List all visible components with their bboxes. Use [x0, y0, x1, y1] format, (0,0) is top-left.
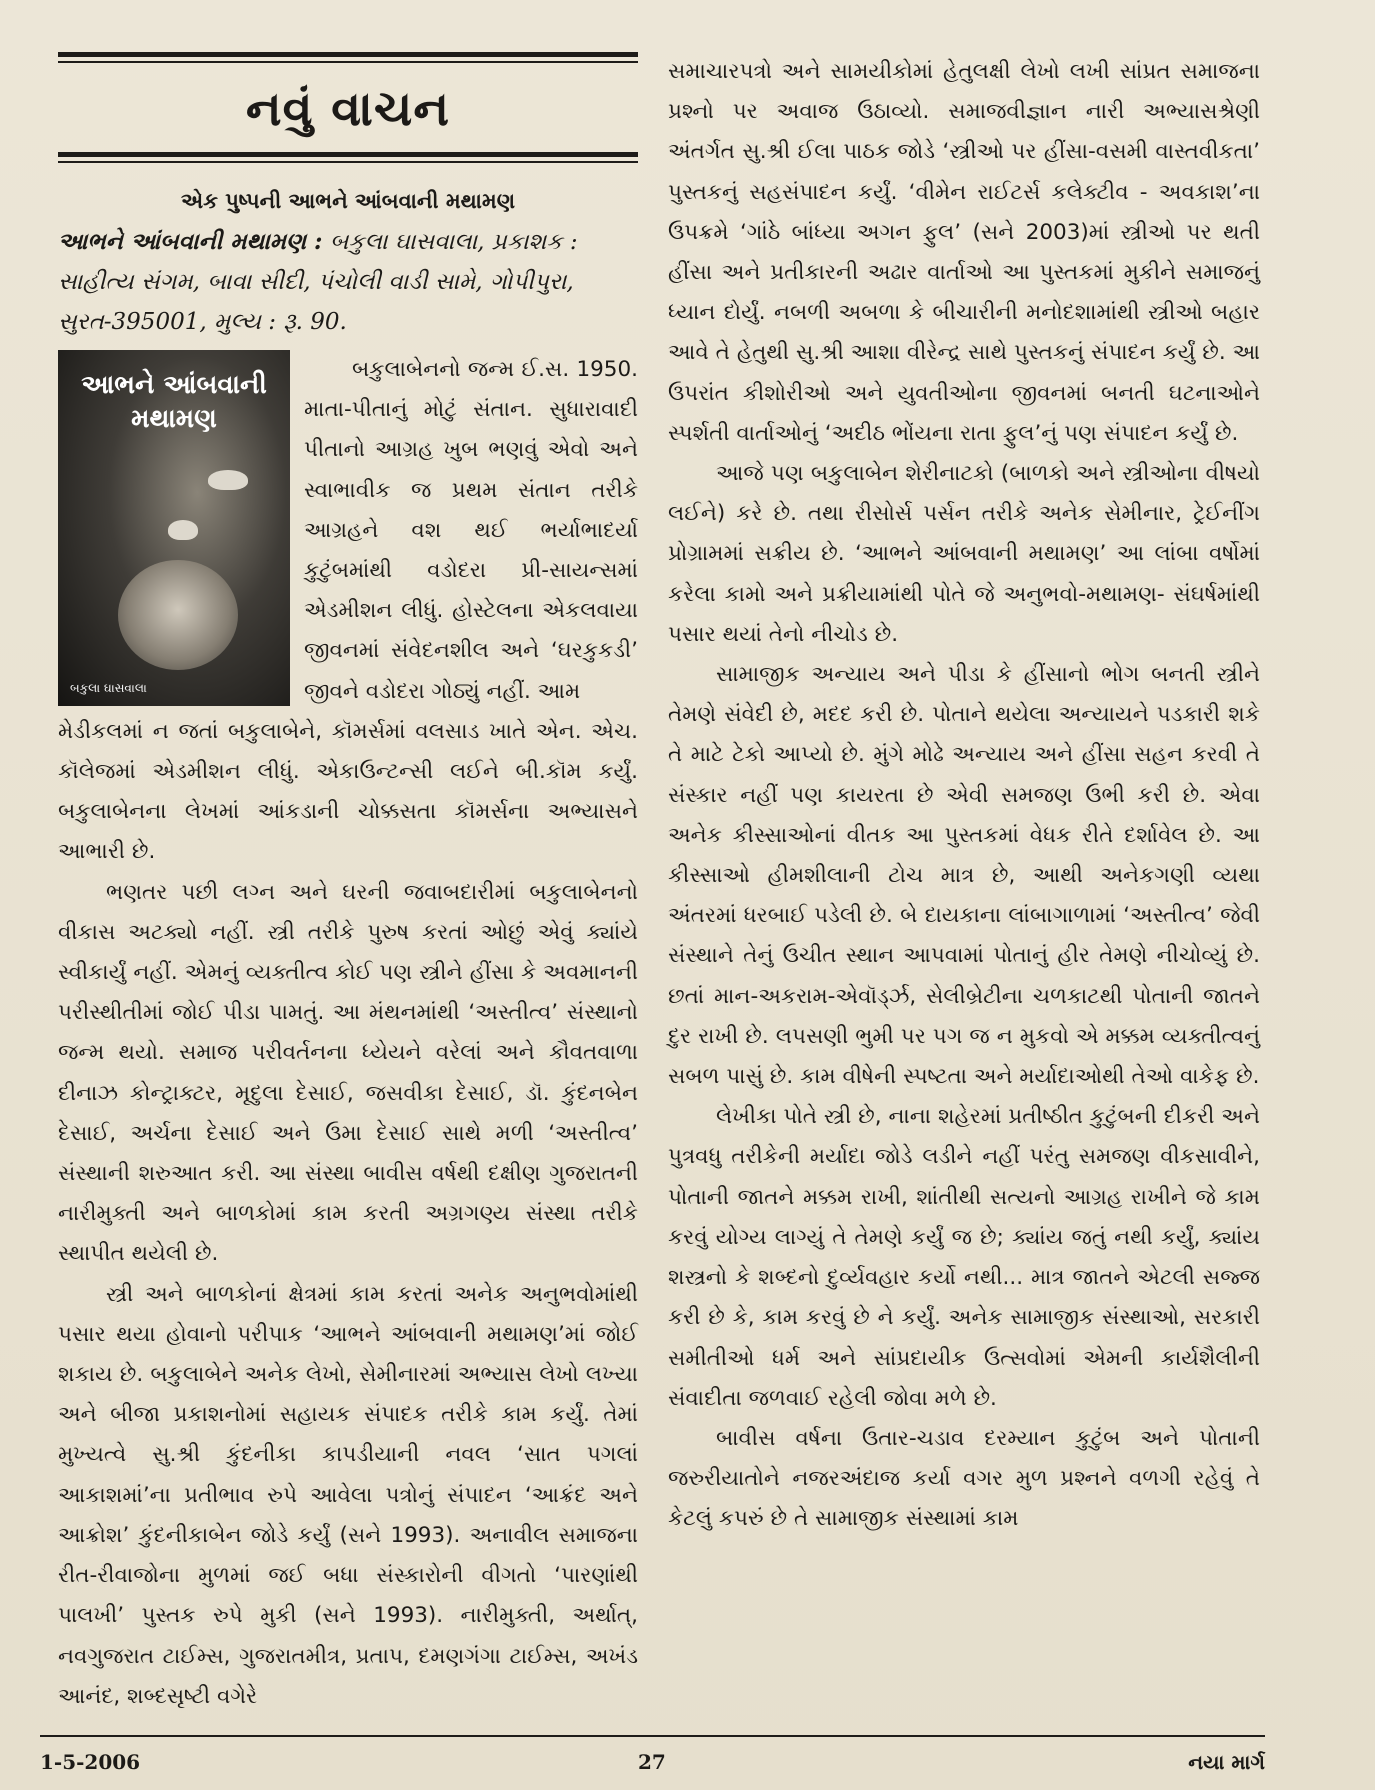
title-rule-thin: [58, 161, 638, 163]
page-footer: [40, 1750, 1265, 1776]
top-rule: [58, 52, 638, 57]
left-column: [58, 52, 638, 1717]
paragraph: ભણતર પછી લગ્ન અને ઘરની જવાબદારીમાં બકુલાબેનનો વીકાસ અટક્યો નહીં. સ્ત્રી તરીકે પુરુષ કરતાં ઓછું એવું ક્યાંયે સ્વીકાર્યું નહીં. એમનું વ્યક્તીત્વ કોઈ પણ સ્ત્રીને હીંસા કે અવમાનની પરીસ્થીતીમાં જોઈ પીડા પામતું. આ મંથનમાંથી ‘અસ્તીત્વ’ સંસ્થાનો જન્મ થયો. સમાજ પરીવર્તનના ધ્યેયને વરેલાં અને કૌવતવાળા દીનાઝ કોન્ટ્રાક્ટર, મૃદુલા દેસાઈ, જસવીકા દેસાઈ, ડૉ. કુંદનબેન દેસાઈ, અર્ચના દેસાઈ અને ઉમા દેસાઈ સાથે મળી ‘અસ્તીત્વ’ સંસ્થાની શરુઆત કરી. આ સંસ્થા બાવીસ વર્ષથી દક્ષીણ ગુજરાતની નારીમુક્તી અને બાળકોમાં કામ કરતી અગ્રગણ્ય સંસ્થા તરીકે સ્થાપીત થયેલી છે.: [58, 879, 638, 1267]
review-subtitle: એક પુષ્પની આભને આંબવાની મથામણ: [180, 189, 516, 213]
magazine-name: નયા માર્ગ: [1188, 1750, 1265, 1774]
intro-text: [304, 350, 638, 712]
issue-date: 1-5-2006: [40, 1750, 141, 1774]
book-details: બકુલા ઘાસવાલા, પ્રકાશક : સાહીત્ય સંગમ, બાવા સીદી, પંચોલી વાડી સામે, ગોપીપુરા, સુરત-395001, મુલ્ય : રૂ. 90.: [58, 229, 578, 335]
cover-author: બકુલા ઘાસવાલા: [70, 681, 147, 695]
paragraph: આજે પણ બકુલાબેન શેરીનાટકો (બાળકો અને સ્ત્રીઓના વીષયો લઈને) કરે છે. તથા રીસોર્સ પર્સન તરીકે અનેક સેમીનાર, ટ્રેઈનીંગ પ્રોગ્રામમાં સક્રીય છે. ‘આભને આંબવાની મથામણ’ આ લાંબા વર્ષોમાં કરેલા કામો અને પ્રક્રીયામાંથી પોતે જે અનુભવો-મથામણ- સંઘર્ષમાંથી પસાર થયાં તેનો નીચોડ છે.: [668, 461, 1260, 647]
section-title: નવું વાચન: [245, 81, 451, 137]
paragraph: બાવીસ વર્ષના ઉતાર-ચડાવ દરમ્યાન કુટુંબ અને પોતાની જરુરીયાતોને નજરઅંદાજ કર્યા વગર મુળ પ્રશ્નને વળગી રહેવું તે કેટલું કપરું છે તે સામાજીક સંસ્થામાં કામ: [668, 1425, 1260, 1532]
cover-bird-illustration: [208, 470, 248, 490]
paragraph: મેડીકલમાં ન જતાં બકુલાબેને, કૉમર્સમાં વલસાડ ખાતે એન. એચ. કૉલેજમાં એડમીશન લીધું. એકાઉન્ટન્સી લઈને બી.કૉમ કર્યું. બકુલાબેનના લેખમાં આંકડાની ચોક્કસતા કૉમર્સના અભ્યાસને આભારી છે.: [58, 718, 638, 865]
paragraph: લેખીકા પોતે સ્ત્રી છે, નાના શહેરમાં પ્રતીષ્ઠીત કુટુંબની દીકરી અને પુત્રવધુ તરીકેની મર્યાદા જોડે લડીને નહીં પરંતુ સમજણ વીકસાવીને, પોતાની જાતને મક્કમ રાખી, શાંતીથી સત્યનો આગ્રહ રાખીને જે કામ કરવું યોગ્ય લાગ્યું તે તેમણે કર્યું જ છે; ક્યાંય જતું નથી કર્યું, ક્યાંય શસ્ત્રનો કે શબ્દનો દુર્વ્યવહાર કર્યો નથી... માત્ર જાતને એટલી સજ્જ કરી છે કે, કામ કરવું છે ને કર્યું. અનેક સામાજીક સંસ્થાઓ, સરકારી સમીતીઓ ધર્મ અને સાંપ્રદાયીક ઉત્સવોમાં એમની કાર્યશૈલીની સંવાદીતા જળવાઈ રહેલી જોવા મળે છે.: [668, 1104, 1260, 1411]
cover-bird-illustration: [168, 520, 198, 540]
paragraph: સમાચારપત્રો અને સામયીકોમાં હેતુલક્ષી લેખો લખી સાંપ્રત સમાજના પ્રશ્નો પર અવાજ ઉઠાવ્યો. સમાજવીજ્ઞાન નારી અભ્યાસશ્રેણી અંતર્ગત સુ.શ્રી ઈલા પાઠક જોડે ‘સ્ત્રીઓ પર હીંસા-વસમી વાસ્તવીકતા’ પુસ્તકનું સહસંપાદન કર્યું. ‘વીમેન રાઈટર્સ કલેક્ટીવ - અવકાશ’ના ઉપક્રમે ‘ગાંઠે બાંધ્યા અગન ફુલ’ (સને 2003)માં સ્ત્રીઓ પર થતી હીંસા અને પ્રતીકારની અઢાર વાર્તાઓ આ પુસ્તકમાં મુકીને સમાજનું ધ્યાન દોર્યું. નબળી અબળા કે બીચારીની મનોદશામાંથી સ્ત્રીઓ બહાર આવે તે હેતુથી સુ.શ્રી આશા વીરેન્દ્ર સાથે પુસ્તકનું સંપાદન કર્યું છે. આ ઉપરાંત કીશોરીઓ અને યુવતીઓના જીવનમાં બનતી ઘટનાઓને સ્પર્શતી વાર્તાઓનું ‘અદીઠ ભોંયના રાતા ફુલ’નું પણ સંપાદન કર્યું છે.: [668, 59, 1260, 446]
paragraph: સ્ત્રી અને બાળકોનાં ક્ષેત્રમાં કામ કરતાં અનેક અનુભવોમાંથી પસાર થયા હોવાનો પરીપાક ‘આભને આંબવાની મથામણ’માં જોઈ શકાય છે. બકુલાબેને અનેક લેખો, સેમીનારમાં અભ્યાસ લેખો લખ્યા અને બીજા પ્રકાશનોમાં સહાયક સંપાદક તરીકે કામ કર્યું. તેમાં મુખ્યત્વે સુ.શ્રી કુંદનીકા કાપડીયાની નવલ ‘સાત પગલાં આકાશમાં’ના પ્રતીભાવ રુપે આવેલા પત્રોનું સંપાદન ‘આક્રંદ અને આક્રોશ’ કુંદનીકાબેન જોડે કર્યું (સને 1993). અનાવીલ સમાજના રીત-રીવાજોના મુળમાં જઈ બધા સંસ્કારોની વીગતો ‘પારણાંથી પાલખી’ પુસ્તક રુપે મુકી (સને 1993). નારીમુક્તી, અર્થાત્, નવગુજરાત ટાઈમ્સ, ગુજરાતમીત્ર, પ્રતાપ, દમણગંગા ટાઈમ્સ, અખંડ આનંદ, શબ્દસૃષ્ટી વગેરે: [58, 1281, 638, 1709]
footer-rule: [40, 1735, 1265, 1737]
cover-and-intro: [58, 350, 638, 712]
title-rule: [58, 152, 638, 157]
cover-title: આભને આંબવાની મથામણ: [81, 370, 267, 434]
bibliographic-info: [58, 222, 638, 342]
right-column: [668, 52, 1260, 1540]
paragraph: સામાજીક અન્યાય અને પીડા કે હીંસાનો ભોગ બનતી સ્ત્રીને તેમણે સંવેદી છે, મદદ કરી છે. પોતાને થયેલા અન્યાયને પડકારી શકે તે માટે ટેકો આપ્યો છે. મુંગે મોઢે અન્યાય અને હીંસા સહન કરવી તે સંસ્કાર નહીં પણ કાયરતા છે એવી સમજણ ઉભી કરી છે. એવા અનેક કીસ્સાઓનાં વીતક આ પુસ્તકમાં વેધક રીતે દર્શાવેલ છે. આ કીસ્સાઓ હીમશીલાની ટોચ માત્ર છે, આથી અનેકગણી વ્યથા અંતરમાં ધરબાઈ પડેલી છે. બે દાયકાના લાંબાગાળામાં ‘અસ્તીત્વ’ જેવી સંસ્થાને તેનું ઉચીત સ્થાન આપવામાં પોતાનું હીર તેમણે નીચોવ્યું છે. છતાં માન-અકરામ-એવૉર્ડ્ઝ, સેલીબ્રેટીના ચળકાટથી પોતાની જાતને દુર રાખી છે. લપસણી ભુમી પર પગ જ ન મુકવો એ મક્કમ વ્યક્તીત્વનું સબળ પાસું છે. કામ વીષેની સ્પષ્ટતા અને મર્યાદાઓથી તેઓ વાકેફ છે.: [668, 662, 1260, 1090]
cover-face-illustration: [118, 560, 238, 670]
book-title: આભને આંબવાની મથામણ :: [58, 228, 323, 255]
page-number: 27: [638, 1750, 666, 1774]
top-rule-thin: [58, 61, 638, 63]
book-cover-image: [58, 350, 290, 706]
paragraph: બકુલાબેનનો જન્મ ઈ.સ. 1950. માતા-પીતાનું મોટું સંતાન. સુધારાવાદી પીતાનો આગ્રહ ખુબ ભણવું એવો અને સ્વાભાવીક જ પ્રથમ સંતાન તરીકે આગ્રહને વશ થઈ ભર્યાભાદર્યા કુટુંબમાંથી વડોદરા પ્રી-સાયન્સમાં એડમીશન લીધું. હોસ્ટેલના એકલવાયા જીવનમાં સંવેદનશીલ અને ‘ઘરકુકડી’ જીવને વડોદરા ગોઠ્યું નહીં. આમ: [304, 357, 638, 704]
